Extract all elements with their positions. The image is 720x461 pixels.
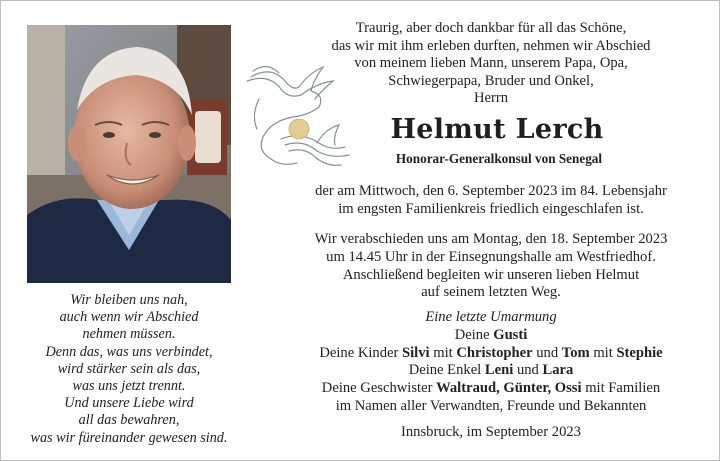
death-notice-line: im engsten Familienkreis friedlich eingeschlafen ist. (338, 200, 644, 217)
poem-line: wird stärker sein als das, (57, 360, 201, 377)
funeral-info (277, 231, 705, 302)
intro-line: von meinem lieben Mann, unserem Papa, Opa, (354, 55, 628, 71)
mourners-heading: Eine letzte Umarmung (425, 309, 557, 325)
poem (11, 292, 247, 447)
funeral-line: um 14.45 Uhr in der Einsegnungshalle am Westfriedhof. (326, 248, 656, 265)
poem-line: was wir füreinander gewesen sind. (30, 429, 228, 446)
mourner-others: im Namen aller Verwandten, Freunde und Bekannten (335, 397, 647, 414)
siblings-names: Waltraud, Günter, Ossi (436, 380, 582, 397)
portrait-photo (27, 25, 231, 283)
mourner-children (277, 345, 705, 363)
connector: und (516, 362, 539, 379)
connector: mit (593, 344, 613, 361)
funeral-line: Anschließend begleiten wir unseren lieben Helmut (342, 266, 640, 283)
intro-line: Traurig, aber doch dankbar für all das Schöne, (355, 20, 627, 36)
death-notice (277, 183, 705, 219)
partner-name: Christopher (456, 344, 533, 361)
intro-line: Herrn (473, 90, 509, 106)
siblings-prefix: Deine Geschwister (321, 380, 433, 397)
grandchild-name: Leni (484, 362, 514, 379)
death-notice-line: der am Mittwoch, den 6. September 2023 im 84. Lebensjahr (315, 183, 667, 199)
deceased-name: Helmut Lerch (390, 114, 604, 145)
mourner-siblings (277, 380, 705, 398)
mourners-list (277, 309, 705, 416)
poem-line: was uns jetzt trennt. (72, 378, 186, 395)
child-name: Silvi (402, 344, 430, 361)
closing-place-date: Innsbruck, im September 2023 (401, 424, 581, 440)
wife-prefix: Deine (454, 326, 490, 343)
intro-line: das wir mit ihm erleben durften, nehmen wir Abschied (331, 37, 651, 54)
grandchild-name: Lara (542, 362, 574, 379)
poem-line: nehmen müssen. (82, 326, 176, 343)
poem-line: auch wenn wir Abschied (59, 309, 199, 326)
connector: und (536, 344, 559, 361)
deceased-title: Honorar-Generalkonsul von Senegal (395, 151, 603, 166)
poem-line: Wir bleiben uns nah, (70, 292, 188, 308)
intro-line: Schwiegerpapa, Bruder und Onkel, (388, 72, 594, 89)
poem-line: Denn das, was uns verbindet, (45, 343, 213, 360)
connector: mit (433, 344, 453, 361)
siblings-suffix: mit Familien (585, 380, 661, 397)
portrait-illustration (27, 25, 231, 283)
grandchildren-prefix: Deine Enkel (408, 362, 482, 379)
partner-name: Stephie (616, 344, 663, 361)
mourner-wife (277, 327, 705, 345)
child-name: Tom (561, 344, 590, 361)
intro-text (273, 20, 709, 108)
poem-line: Und unsere Liebe wird (64, 395, 194, 412)
mourner-grandchildren (277, 362, 705, 380)
children-prefix: Deine Kinder (319, 344, 399, 361)
funeral-line: auf seinem letzten Weg. (421, 284, 561, 301)
poem-line: all das bewahren, (78, 412, 180, 429)
wife-name: Gusti (493, 326, 528, 343)
funeral-line: Wir verabschieden uns am Montag, den 18. September 2023 (314, 231, 668, 247)
